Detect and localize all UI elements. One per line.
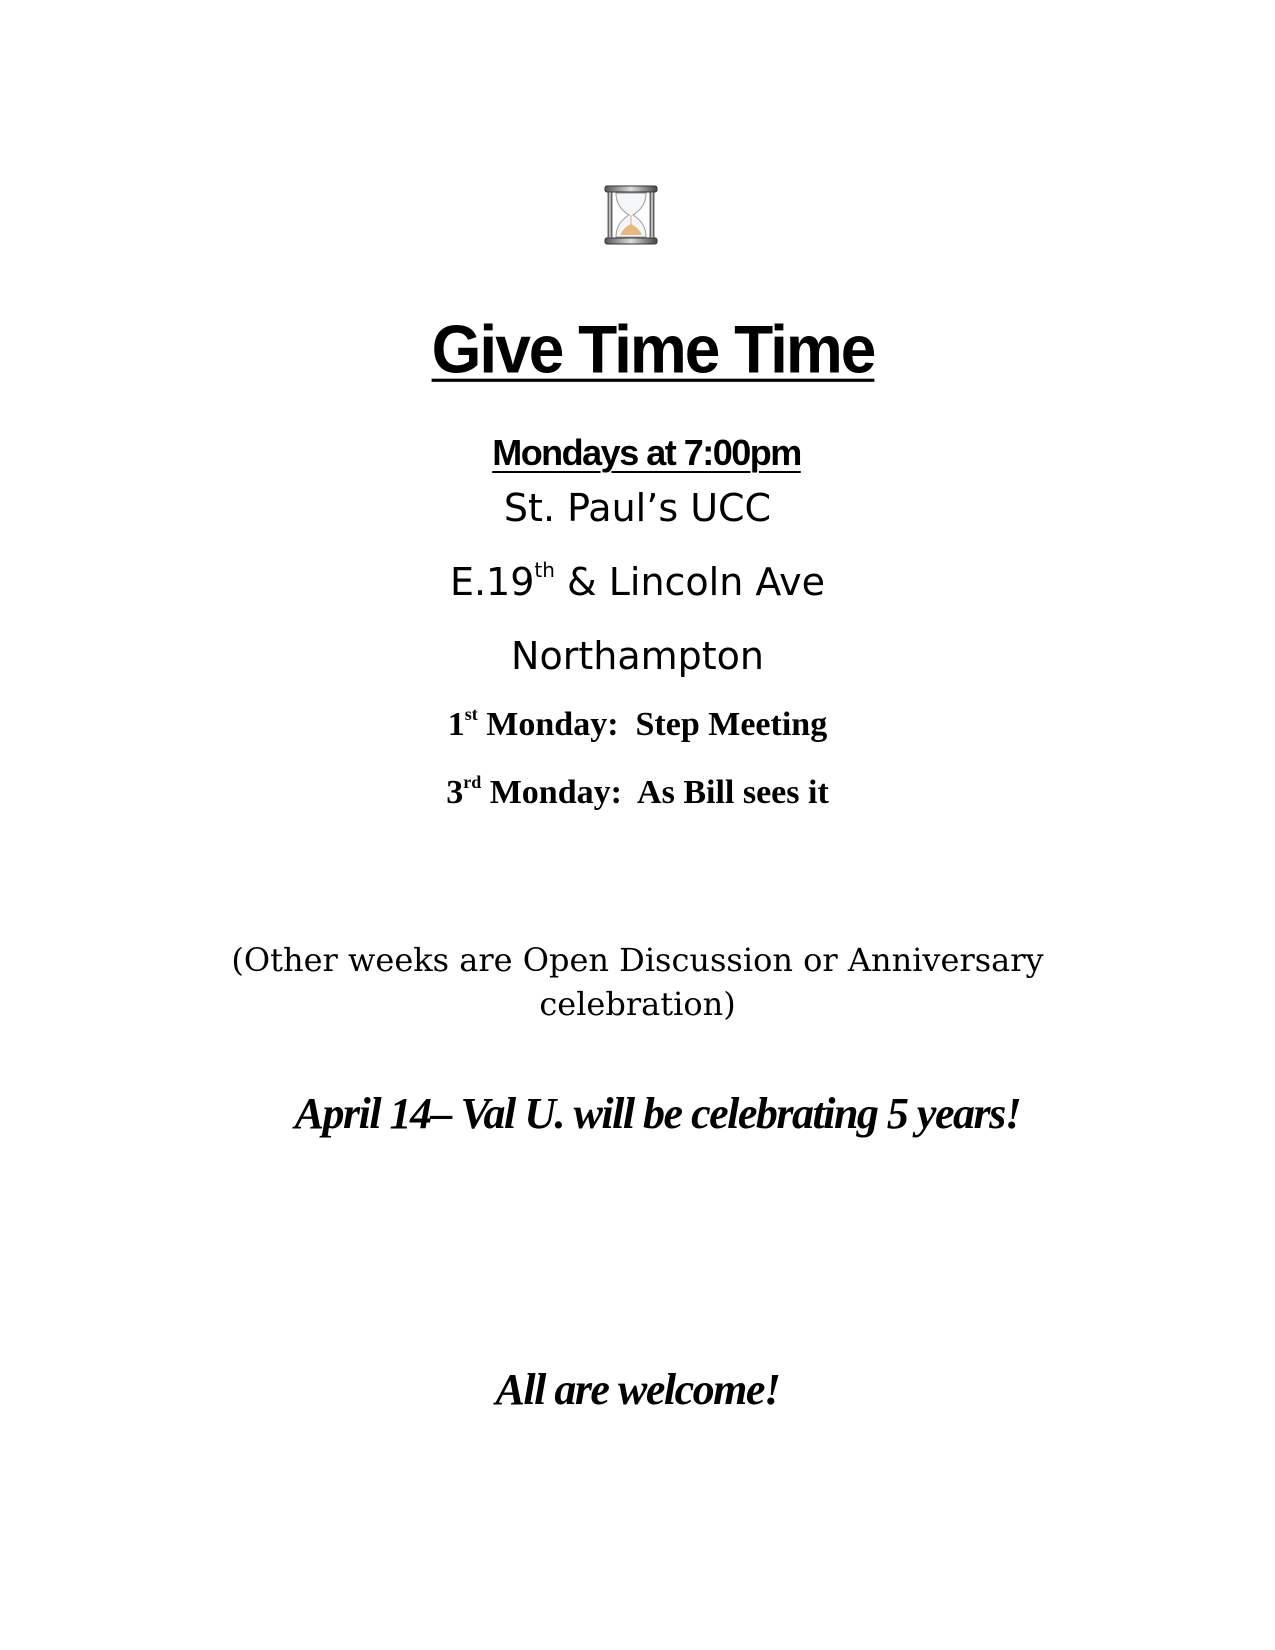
schedule-first-monday: 1st Monday: Step Meeting <box>447 704 828 743</box>
address-venue: St. Paul’s UCC <box>503 486 772 530</box>
note-line-1: (Other weeks are Open Discussion or Anniversary <box>231 941 1044 979</box>
meeting-time: Mondays at 7:00pm <box>492 432 801 473</box>
schedule-third-monday: 3rd Monday: As Bill sees it <box>446 772 829 811</box>
note-line-2: celebration) <box>539 985 736 1023</box>
hourglass-icon <box>603 185 659 245</box>
address-street: E.19th & Lincoln Ave <box>449 558 826 604</box>
welcome-message: All are welcome! <box>495 1365 780 1414</box>
anniversary-announcement: April 14– Val U. will be celebrating 5 years! <box>294 1089 1021 1138</box>
page-title: Give Time Time <box>431 310 875 388</box>
other-weeks-note <box>0 938 1275 1026</box>
address-town: Northampton <box>511 634 764 678</box>
